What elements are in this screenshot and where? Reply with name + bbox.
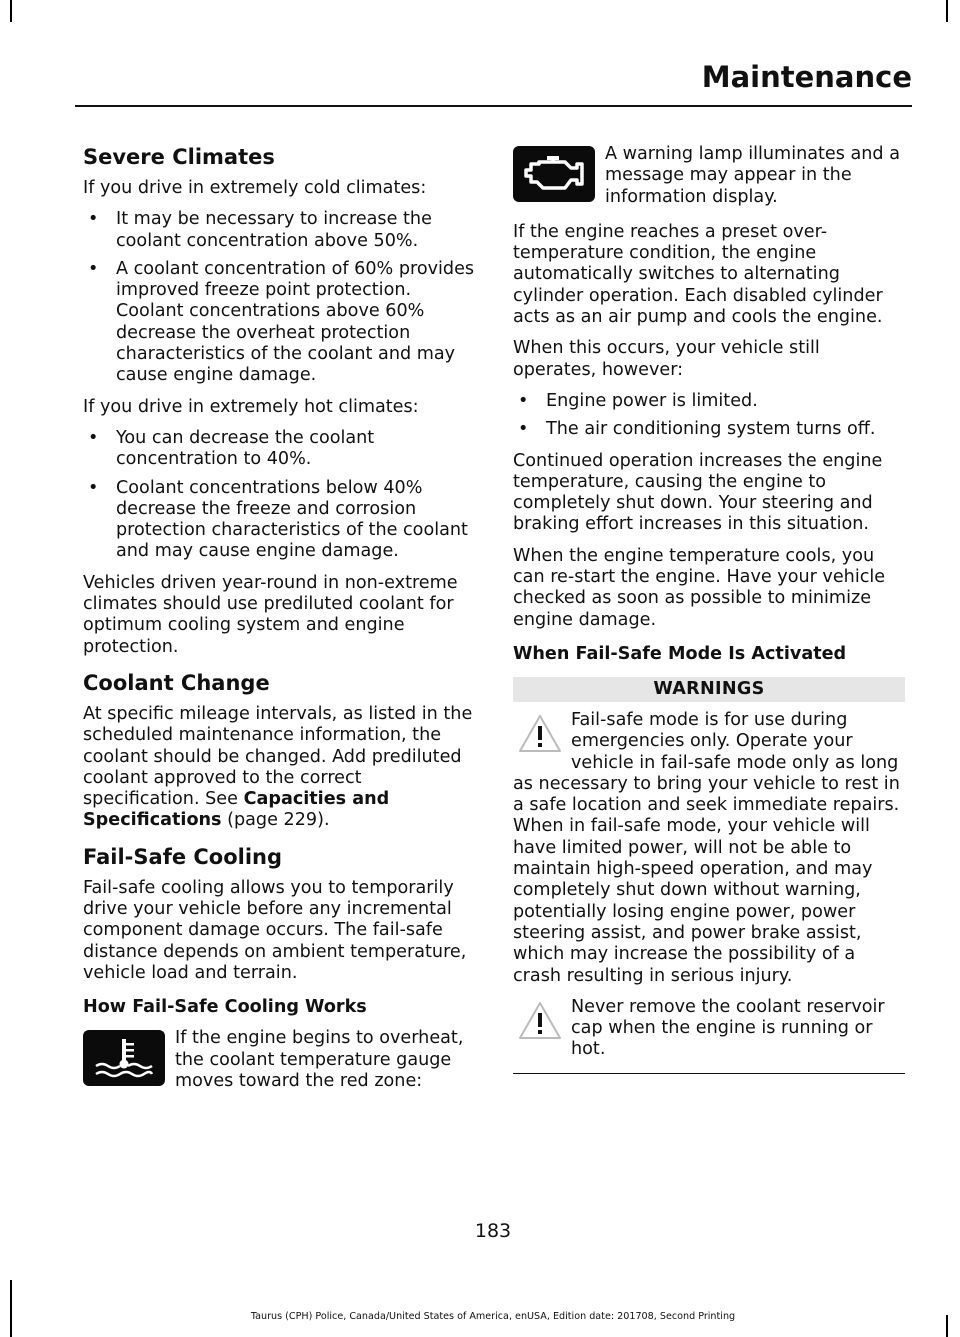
list-item: • It may be necessary to increase the coolant concentration above 50%. xyxy=(83,209,475,252)
warnings-end-divider xyxy=(513,1073,905,1075)
crop-mark xyxy=(10,0,12,22)
left-column xyxy=(83,144,475,1106)
limitations-list xyxy=(513,391,905,441)
warning-text: Fail-safe mode is for use during emergencies only. Operate your vehicle in fail-safe mode only as long as necessary to bring your vehicle to rest in a safe location and seek immediate repairs. When in fail-safe mode, your vehicle will have limited power, will not be able to maintain high-speed operation, and may completely shut down without warning, potentially losing engine power, power steering assist, and power brake assist, which may increase the possibility of a crash resulting in serious injury. xyxy=(513,709,900,986)
coolant-change-paragraph xyxy=(83,704,475,832)
heading-severe-climates: Severe Climates xyxy=(83,145,275,169)
preset-paragraph: If the engine reaches a preset over-temperature condition, the engine automatically switches to alternating cylinder operation. Each disabled cylinder acts as an air pump and cools the engine. xyxy=(513,221,883,328)
fail-safe-paragraph: Fail-safe cooling allows you to temporarily drive your vehicle before any incremental component damage occurs. The fail-safe distance depends on ambient temperature, vehicle load and terrain. xyxy=(83,877,467,983)
list-item: • You can decrease the coolant concentration to 40%. xyxy=(83,428,475,471)
warning-lamp-text: A warning lamp illuminates and a message may appear in the information display. xyxy=(605,144,900,207)
list-item: • Engine power is limited. xyxy=(513,391,905,412)
right-column xyxy=(513,144,905,1074)
occurs-paragraph: When this occurs, your vehicle still operates, however: xyxy=(513,338,820,380)
warnings-header: WARNINGS xyxy=(513,677,905,702)
check-engine-icon xyxy=(513,146,595,202)
cools-paragraph: When the engine temperature cools, you can re-start the engine. Have your vehicle checked as soon as possible to minimize engine damage. xyxy=(513,545,886,630)
warning-item xyxy=(513,710,905,987)
heading-fail-safe-activated: When Fail-Safe Mode Is Activated xyxy=(513,643,847,664)
cold-bullet-list xyxy=(83,209,475,386)
warning-text: Never remove the coolant reservoir cap when the engine is running or hot. xyxy=(571,996,885,1060)
continued-paragraph: Continued operation increases the engine temperature, causing the engine to completely shut down. Your steering and braking effort increases in this situation. xyxy=(513,450,883,535)
yearround-paragraph: Vehicles driven year-round in non-extreme climates should use prediluted coolant for optimum cooling system and engine protection. xyxy=(83,572,458,657)
crop-mark xyxy=(10,1280,12,1337)
page-number: 183 xyxy=(474,1220,512,1242)
heading-how-it-works: How Fail-Safe Cooling Works xyxy=(83,997,367,1018)
coolant-change-text: At specific mileage intervals, as listed in the scheduled maintenance information, the coolant should be changed. Add prediluted coolant approved to the correct specification. See xyxy=(83,703,473,810)
warning-triangle-icon xyxy=(517,1000,563,1042)
capacities-link[interactable]: Capacities and Specifications xyxy=(83,789,390,831)
heading-fail-safe-cooling: Fail-Safe Cooling xyxy=(83,844,283,869)
hot-intro: If you drive in extremely hot climates: xyxy=(83,396,419,417)
list-item: • The air conditioning system turns off. xyxy=(513,419,905,440)
coolant-temperature-icon xyxy=(83,1030,165,1086)
page-reference: (page 229). xyxy=(221,810,330,831)
warning-lamp-row xyxy=(513,144,905,208)
list-item: • A coolant concentration of 60% provides improved freeze point protection. Coolant concentrations above 60% decrease the overheat protection characteristics of the coolant and may cause engine damage. xyxy=(83,259,475,387)
heading-coolant-change: Coolant Change xyxy=(83,670,270,695)
footer-edition-info: Taurus (CPH) Police, Canada/United States of America, enUSA, Edition date: 201708, Second Printing xyxy=(250,1311,736,1322)
list-item: • Coolant concentrations below 40% decrease the freeze and corrosion protection characteristics of the coolant and may cause engine damage. xyxy=(83,478,475,563)
warning-item xyxy=(513,997,905,1061)
coolant-gauge-row xyxy=(83,1028,475,1092)
cold-intro: If you drive in extremely cold climates: xyxy=(83,178,427,198)
coolant-gauge-text: If the engine begins to overheat, the coolant temperature gauge moves toward the red zone: xyxy=(175,1028,464,1091)
header-divider xyxy=(75,105,912,107)
hot-bullet-list xyxy=(83,428,475,563)
crop-mark xyxy=(946,0,948,22)
page-section-title: Maintenance xyxy=(701,60,912,94)
warning-triangle-icon xyxy=(517,713,563,755)
